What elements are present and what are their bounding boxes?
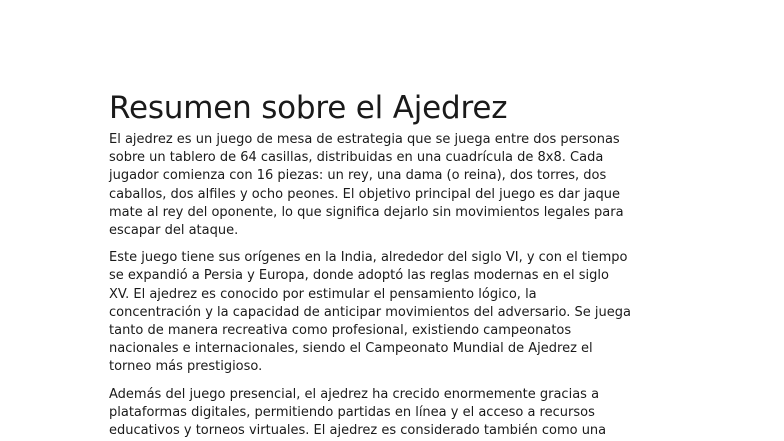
paragraph-line: nacionales e internacionales, siendo el Campeonato Mundial de Ajedrez el (109, 341, 593, 357)
paragraph-line: XV. El ajedrez es conocido por estimular el pensamiento lógico, la (109, 286, 537, 302)
paragraph-line: se expandió a Persia y Europa, donde adoptó las reglas modernas en el siglo (109, 268, 609, 284)
paragraph-line: jugador comienza con 16 piezas: un rey, una dama (o reina), dos torres, dos (109, 168, 607, 184)
paragraph-line: escapar del ataque. (109, 223, 239, 239)
paragraph-line: Además del juego presencial, el ajedrez ha crecido enormemente gracias a (109, 386, 600, 402)
paragraph-line: sobre un tablero de 64 casillas, distribuidas en una cuadrícula de 8x8. Cada (109, 150, 604, 166)
paragraph-line: tanto de manera recreativa como profesional, existiendo campeonatos (109, 323, 572, 339)
document-title: Resumen sobre el Ajedrez (109, 90, 508, 126)
paragraph-line: educativos y torneos virtuales. El ajedrez es considerado también como una (109, 423, 607, 439)
paragraph-line: plataformas digitales, permitiendo partidas en línea y el acceso a recursos (109, 404, 595, 420)
paragraph-intro (109, 131, 689, 240)
paragraph-history (109, 249, 689, 376)
document-body (109, 88, 689, 441)
paragraph-line: mate al rey del oponente, lo que significa dejarlo sin movimientos legales para (109, 204, 624, 220)
paragraph-line: concentración y la capacidad de anticipar movimientos del adversario. Se juega (109, 304, 631, 320)
paragraph-line: Este juego tiene sus orígenes en la India, alrededor del siglo VI, y con el tiempo (109, 250, 628, 266)
paragraph-line: El ajedrez es un juego de mesa de estrategia que se juega entre dos personas (109, 132, 620, 147)
paragraph-digital (109, 386, 689, 441)
paragraph-line: caballos, dos alfiles y ocho peones. El objetivo principal del juego es dar jaque (109, 186, 620, 202)
paragraph-line: torneo más prestigioso. (109, 359, 263, 375)
